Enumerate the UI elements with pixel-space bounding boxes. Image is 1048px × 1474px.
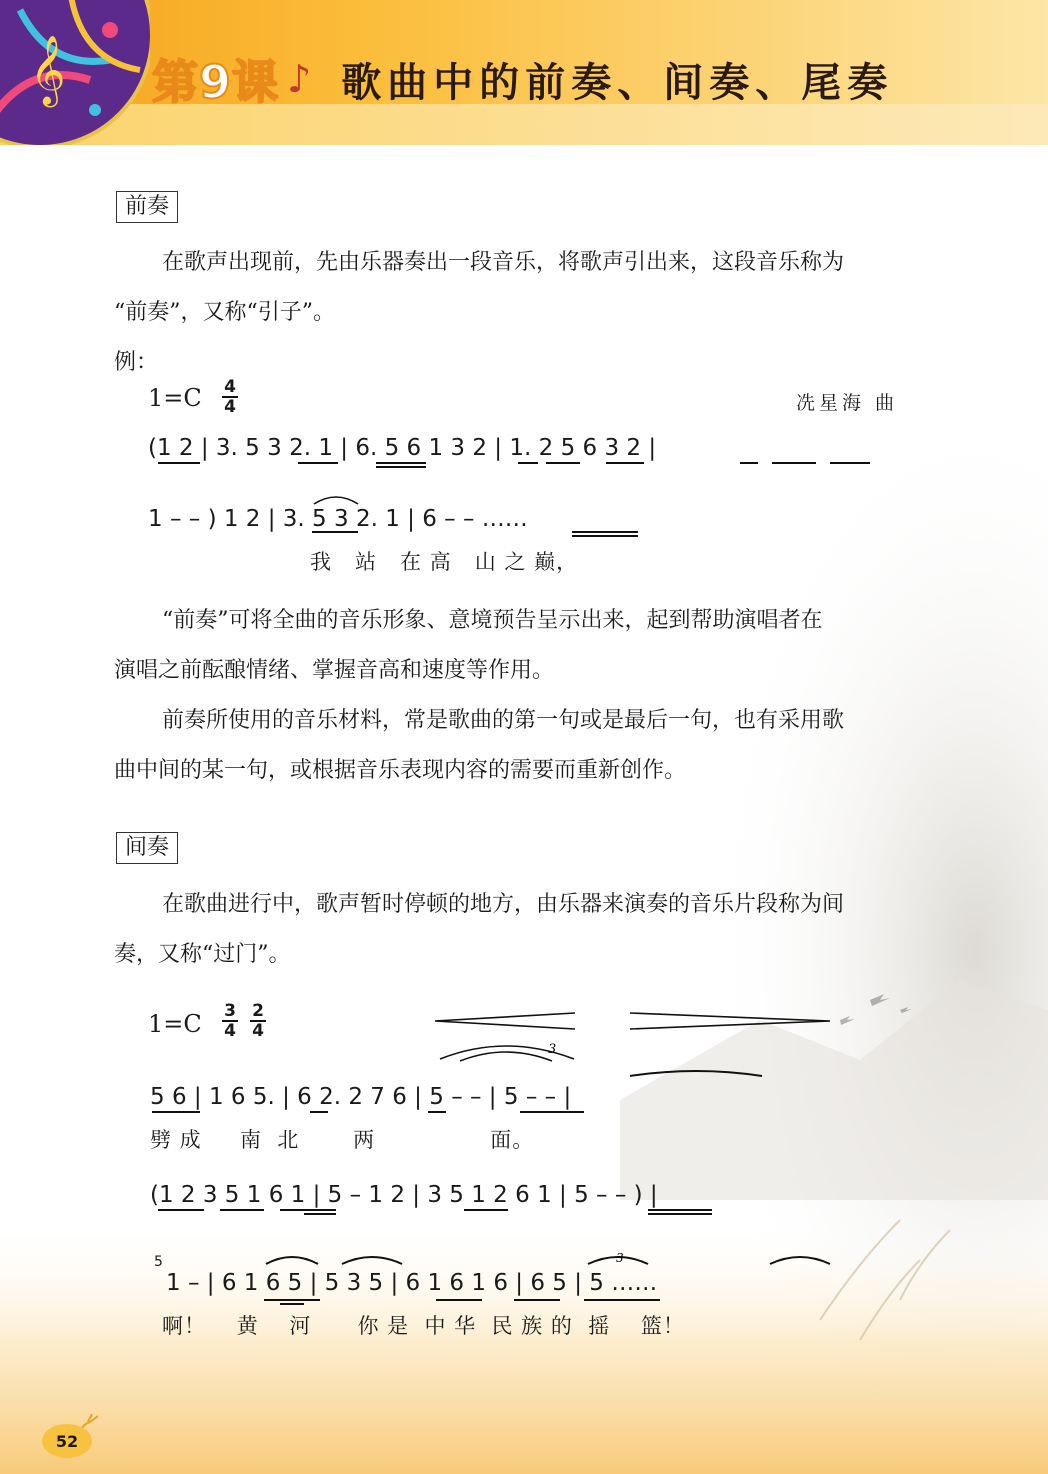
page-number: 52 bbox=[42, 1424, 92, 1458]
time-sig-top: 4 bbox=[224, 377, 236, 397]
score-line-interlude-1-marks bbox=[140, 1070, 900, 1120]
score-line-interlude-2-marks bbox=[140, 1168, 900, 1218]
text-line: 奏，又称“过门”。 bbox=[114, 942, 291, 967]
score-line: (1 2 3 5 1 6 1 | 5 – 1 2 | 3 5 1 2 6 1 | 5 – – ) | bbox=[150, 1182, 658, 1208]
time-sig-bottom: 4 bbox=[222, 1020, 238, 1040]
interlude-paragraph-1 bbox=[114, 880, 934, 980]
triplet-mark: 3 bbox=[548, 1042, 557, 1057]
time-sig-bottom: 4 bbox=[222, 396, 238, 416]
key-signature bbox=[148, 384, 202, 412]
composer-credit: 冼星海 曲 bbox=[796, 392, 899, 414]
score-line: 1 – – ) 1 2 | 3. 5 3 2. 1 | 6 – – …… bbox=[148, 506, 528, 532]
time-sig-bottom: 4 bbox=[250, 1020, 266, 1040]
text-line: “前奏”，又称“引子”。 bbox=[114, 300, 335, 325]
score-line: 5 6 | 1 6 5. | 6 2. 2 7 6 | 5 – – | 5 – – | bbox=[150, 1084, 572, 1110]
lyric-line: 劈 成 南 北 两 面。 bbox=[150, 1128, 535, 1152]
time-signature-2-4 bbox=[250, 1002, 266, 1040]
text-line: 前奏所使用的音乐材料，常是歌曲的第一句或是最后一句，也有采用歌 bbox=[162, 708, 845, 733]
lesson-header bbox=[152, 44, 893, 114]
decorative-music-circle-icon bbox=[0, 0, 150, 145]
svg-text:𝄞: 𝄞 bbox=[30, 35, 66, 105]
decrescendo-icon bbox=[435, 1013, 575, 1029]
score-line-interlude-3-marks bbox=[250, 1250, 850, 1310]
slur-marks bbox=[300, 490, 660, 540]
example-label: 例： bbox=[114, 350, 159, 375]
score-line: 1 – | 6 1 6 5 | 5 3 5 | 6 1 6 1 6 | 6 5 | 5 …… bbox=[166, 1270, 658, 1296]
prelude-paragraph-3 bbox=[114, 696, 934, 796]
time-signature bbox=[222, 378, 238, 416]
time-sig-top: 3 bbox=[224, 1001, 236, 1021]
key-text: 1=C bbox=[148, 384, 202, 412]
text-line: 曲中间的某一句，或根据音乐表现内容的需要而重新创作。 bbox=[114, 758, 687, 783]
lesson-title: 歌曲中的前奏、间奏、尾奏 bbox=[341, 59, 894, 106]
section-label-prelude: 前奏 bbox=[116, 191, 178, 223]
text-line: 演唱之前酝酿情绪、掌握音高和速度等作用。 bbox=[114, 658, 555, 683]
lyric-line: 我 站 在 高 山 之 巅， bbox=[310, 550, 579, 574]
dynamics-marks bbox=[420, 1005, 850, 1075]
text-line: 在歌声出现前，先由乐器奏出一段音乐，将歌声引出来，这段音乐称为 bbox=[162, 250, 845, 275]
score-line-1-marks bbox=[140, 425, 920, 475]
prelude-paragraph-2 bbox=[114, 596, 934, 696]
grace-note: 5 bbox=[154, 1254, 163, 1270]
time-signature-3-4 bbox=[222, 1002, 238, 1040]
crescendo-icon bbox=[630, 1013, 830, 1029]
text-line: 在歌曲进行中，歌声暂时停顿的地方，由乐器来演奏的音乐片段称为间 bbox=[162, 892, 845, 917]
lesson-number: 第9课 bbox=[152, 55, 280, 109]
text-line: “前奏”可将全曲的音乐形象、意境预告呈示出来，起到帮助演唱者在 bbox=[162, 608, 823, 633]
score-line: (1 2 | 3. 5 3 2. 1 | 6. 5 6 1 3 2 | 1. 2 5 6 3 2 | bbox=[148, 435, 657, 461]
section-label-interlude: 间奏 bbox=[116, 832, 178, 864]
key-signature bbox=[148, 1010, 202, 1038]
lyric-line: 啊！ 黄 河 你 是 中 华 民 族 的 摇 篮！ bbox=[162, 1314, 685, 1338]
prelude-paragraph-1 bbox=[114, 238, 934, 338]
key-text: 1=C bbox=[148, 1010, 202, 1038]
music-note-icon: ♪ bbox=[287, 57, 312, 101]
triplet-mark: 3 bbox=[616, 1251, 624, 1265]
time-sig-top: 2 bbox=[252, 1001, 264, 1021]
